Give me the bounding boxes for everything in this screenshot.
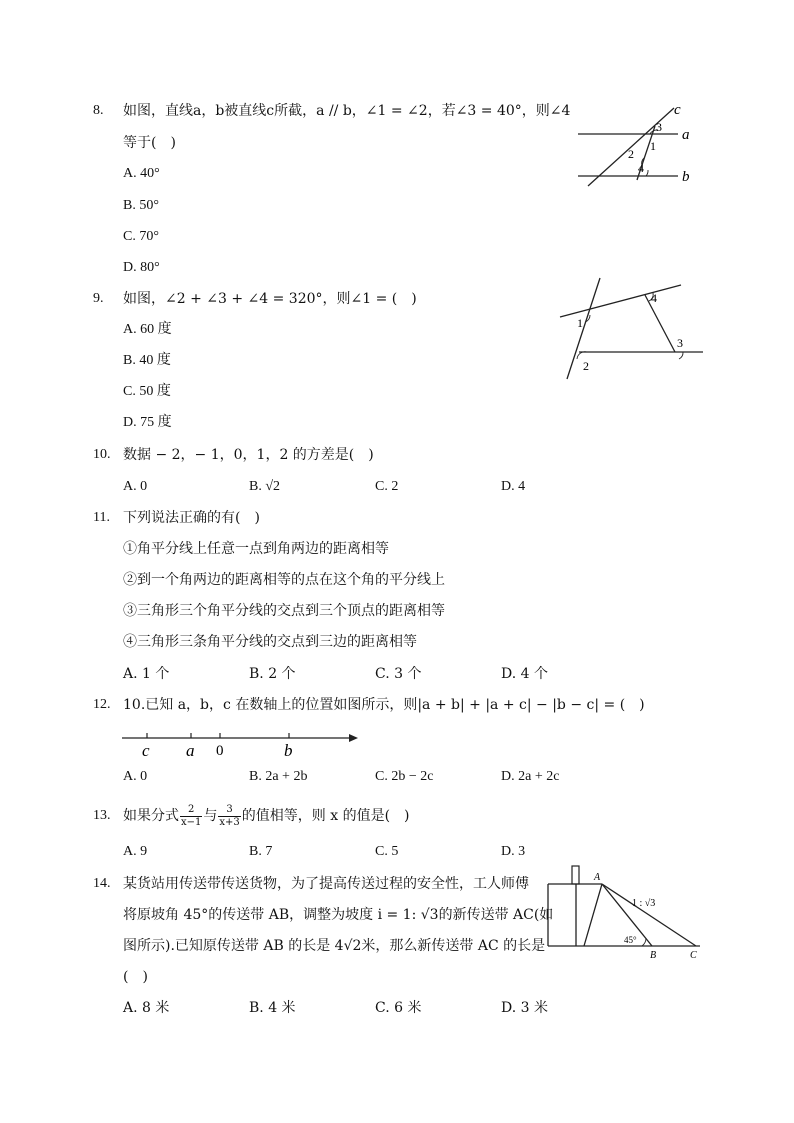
q14-option-d: D. 3 米 [501,1000,548,1016]
q8-label-c: c [674,102,681,118]
q8-label-3: 3 [656,120,662,134]
q12-axis-label-b: b [284,741,293,760]
q14-label-C: C [690,950,697,961]
q9-stem: 如图，∠2 + ∠3 + ∠4 = 320°，则∠1 = ( ) [123,291,417,307]
q8-stem-line2: 等于( ) [123,135,176,151]
q8-label-2: 2 [628,147,634,161]
q8-label-4: 4 [638,161,644,175]
q11-statement-3: ③三角形三个角平分线的交点到三个顶点的距离相等 [123,603,445,619]
q14-label-ratio: 1 : √3 [632,898,656,909]
q10-option-c: C. 2 [375,479,399,494]
q8-label-1: 1 [650,139,656,153]
q11-option-c: C. 3 个 [375,666,422,682]
q14-figure [540,858,705,963]
q11-option-b: B. 2 个 [249,666,296,682]
q14-text-line4: ( ) [123,969,148,985]
q9-label-4: 4 [651,291,657,305]
q14-label-angle: 45° [624,935,637,945]
q8-label-a: a [682,127,690,143]
q13-fraction-1-numerator: 2 [188,803,195,815]
q9-label-3: 3 [677,336,683,350]
q12-option-b: B. 2a + 2b [249,769,308,784]
q9-number: 9. [93,291,104,306]
q11-stem: 下列说法正确的有( ) [123,510,260,526]
q12-option-a: A. 0 [123,769,148,784]
q9-figure [555,275,705,385]
q10-option-a: A. 0 [123,479,148,494]
q13-option-d: D. 3 [501,844,526,859]
q14-label-B: B [650,950,657,961]
q14-number: 14. [93,876,111,891]
q13-stem-pre: 如果分式 [123,808,179,824]
q14-option-a: A. 8 米 [123,1000,170,1016]
q12-axis-label-a: a [186,741,195,760]
q9-label-2: 2 [583,359,589,373]
q13-number: 13. [93,808,111,823]
q10-stem: 数据 − 2，− 1，0，1，2 的方差是( ) [123,447,374,463]
q9-label-1: 1 [577,316,583,330]
q13-option-b: B. 7 [249,844,273,859]
q12-number: 12. [93,697,111,712]
q11-statement-2: ②到一个角两边的距离相等的点在这个角的平分线上 [123,572,445,588]
q14-option-b: B. 4 米 [249,1000,296,1016]
q8-option-d: D. 80° [123,260,160,275]
q13-fraction-1-denominator: x−1 [181,816,202,828]
q14-text-line1: 某货站用传送带传送货物，为了提高传送过程的安全性，工人师傅 [123,876,529,892]
q11-statement-4: ④三角形三条角平分线的交点到三边的距离相等 [123,634,417,650]
q8-option-b: B. 50° [123,198,159,213]
q12-option-d: D. 2a + 2c [501,769,560,784]
q8-number: 8. [93,103,104,118]
q10-option-b: B. √2 [249,479,281,494]
q12-axis-label-zero: 0 [216,743,224,759]
q12-number-line [120,728,365,762]
q8-stem-line1: 如图，直线a，b被直线c所截，a // b，∠1 = ∠2，若∠3 = 40°，则∠4 [123,103,571,119]
q9-option-a: A. 60 度 [123,322,172,337]
q9-option-d: D. 75 度 [123,415,172,430]
q12-stem: 10.已知 a，b，c 在数轴上的位置如图所示，则|a + b| + |a + c| − |b − c| = ( ) [123,697,645,713]
q8-option-c: C. 70° [123,229,159,244]
q11-option-a: A. 1 个 [123,666,170,682]
q14-option-c: C. 6 米 [375,1000,422,1016]
q11-option-d: D. 4 个 [501,666,548,682]
q8-figure [570,100,700,190]
q13-fraction-1 [180,804,202,829]
q9-option-c: C. 50 度 [123,384,171,399]
q8-option-a: A. 40° [123,166,160,181]
q13-fraction-2-denominator: x+3 [219,816,240,828]
q8-label-b: b [682,169,690,185]
q13-stem [123,798,410,834]
q14-text-line2: 将原坡角 45°的传送带 AB，调整为坡度 i = 1: √3的新传送带 AC(如 [123,907,554,923]
q13-stem-mid: 与 [203,808,218,824]
q11-number: 11. [93,510,110,525]
q13-option-a: A. 9 [123,844,148,859]
q13-stem-post: 的值相等，则 x 的值是( ) [241,808,410,824]
q13-option-c: C. 5 [375,844,399,859]
q10-number: 10. [93,447,111,462]
q12-axis-label-c: c [142,741,150,760]
q14-text-line3: 图所示).已知原传送带 AB 的长是 4√2米，那么新传送带 AC 的长是 [123,938,546,954]
q11-statement-1: ①角平分线上任意一点到角两边的距离相等 [123,541,389,557]
q13-fraction-2-numerator: 3 [226,803,233,815]
q9-option-b: B. 40 度 [123,353,171,368]
q10-option-d: D. 4 [501,479,526,494]
q12-option-c: C. 2b − 2c [375,769,434,784]
q14-label-A: A [594,872,601,883]
q13-fraction-2 [218,804,240,829]
